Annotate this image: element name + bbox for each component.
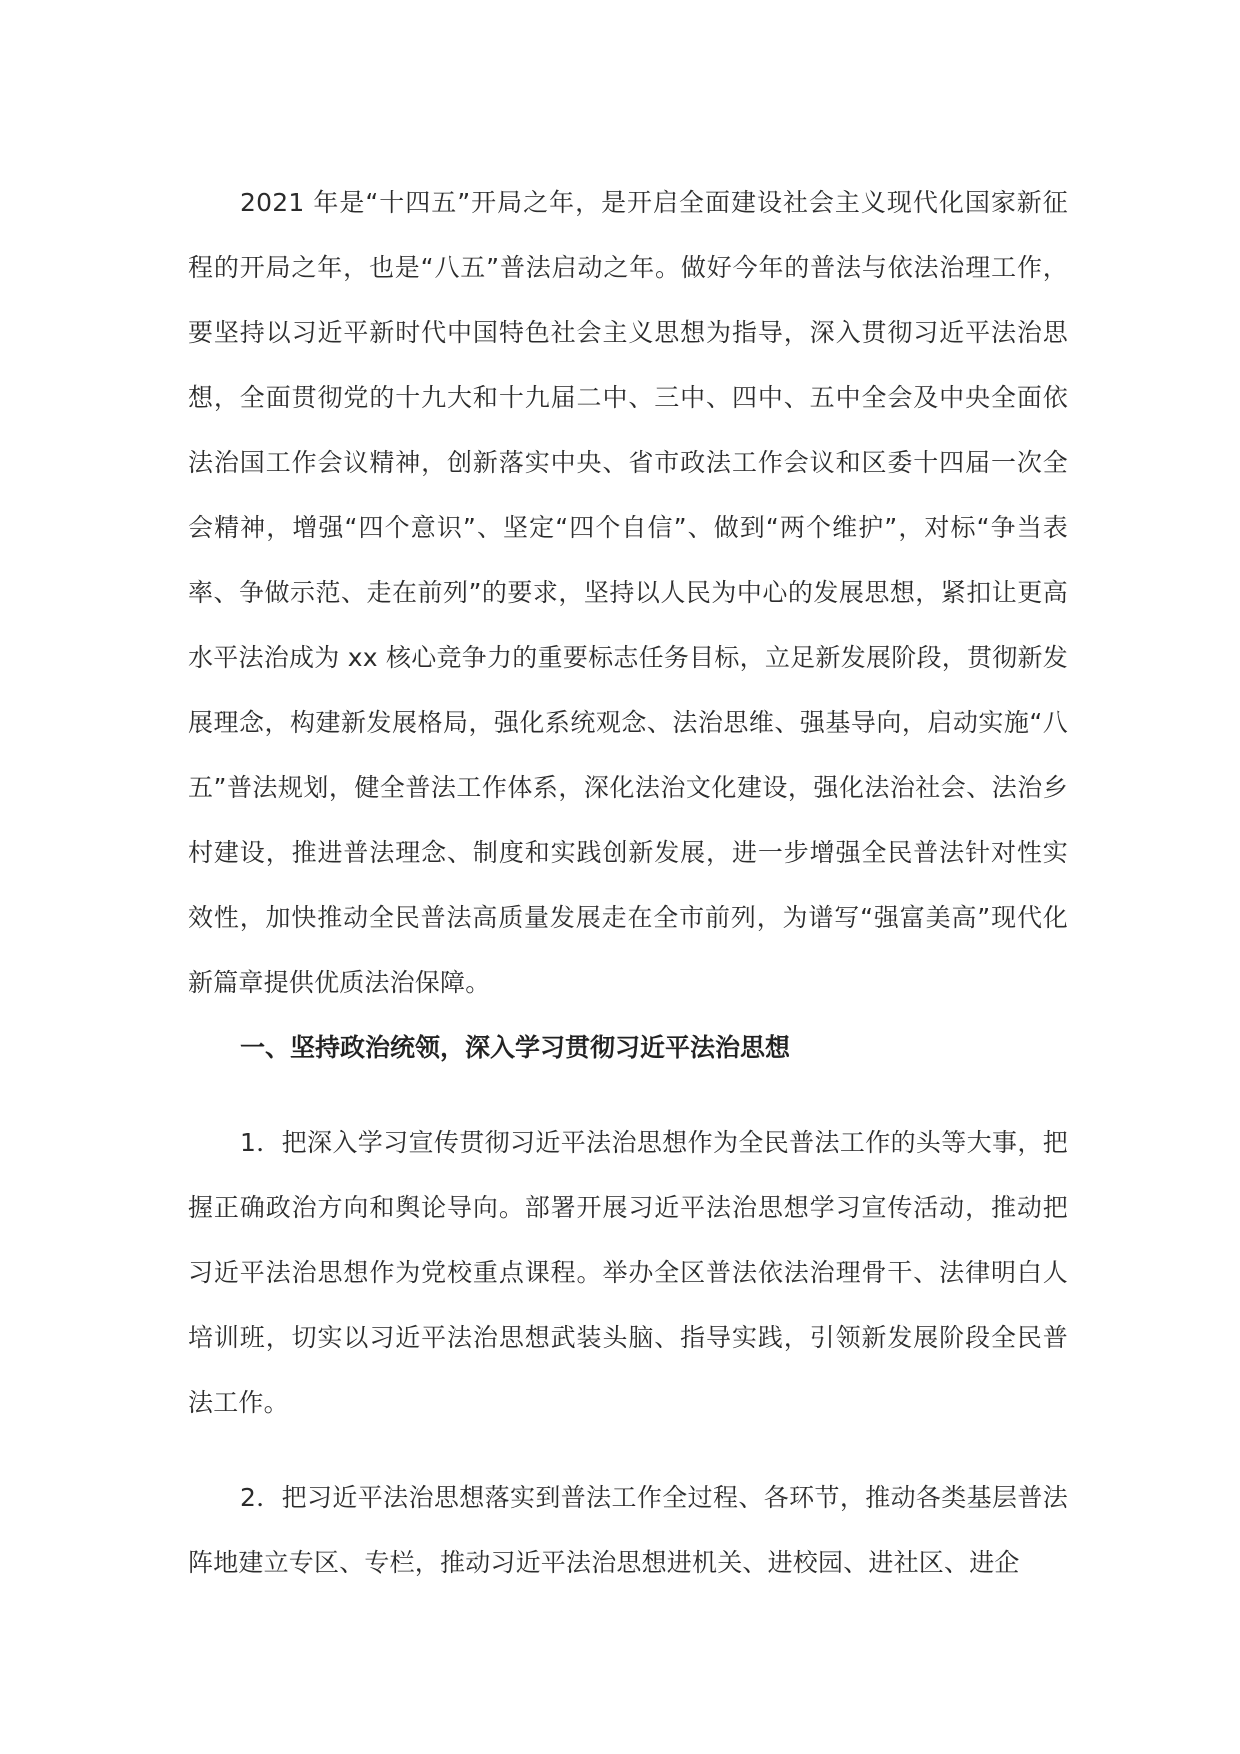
intro-paragraph: 2021 年是“十四五”开局之年，是开启全面建设社会主义现代化国家新征程的开局之年，也是“八五”普法启动之年。做好今年的普法与依法治理工作，要坚持以习近平新时代中国特色社会主义思想为指导，深入贯彻习近平法治思想，全面贯彻党的十九大和十九届二中、三中、四中、五中全会及中央全面依法治国工作会议精神，创新落实中央、省市政法工作会议和区委十四届一次全会精神，增强“四个意识”、坚定“四个自信”、做到“两个维护”，对标“争当表率、争做示范、走在前列”的要求，坚持以人民为中心的发展思想，紧扣让更高水平法治成为 xx 核心竞争力的重要标志任务目标，立足新发展阶段，贯彻新发展理念，构建新发展格局，强化系统观念、法治思维、强基导向，启动实施“八五”普法规划，健全普法工作体系，深化法治文化建设，强化法治社会、法治乡村建设，推进普法理念、制度和实践创新发展，进一步增强全民普法针对性实效性，加快推动全民普法高质量发展走在全市前列，为谱写“强富美高”现代化新篇章提供优质法治保障。	[188, 188, 1068, 997]
item-paragraph-2: 2．把习近平法治思想落实到普法工作全过程、各环节，推动各类基层普法阵地建立专区、专栏，推动习近平法治思想进机关、进校园、进社区、进企	[188, 1483, 1068, 1577]
item-paragraph-1: 1．把深入学习宣传贯彻习近平法治思想作为全民普法工作的头等大事，把握正确政治方向和舆论导向。部署开展习近平法治思想学习宣传活动，推动把习近平法治思想作为党校重点课程。举办全区普法依法治理骨干、法律明白人培训班，切实以习近平法治思想武装头脑、指导实践，引领新发展阶段全民普法工作。	[188, 1128, 1068, 1417]
document-body	[188, 170, 1068, 1595]
section-heading: 一、坚持政治统领，深入学习贯彻习近平法治思想	[240, 1033, 791, 1062]
